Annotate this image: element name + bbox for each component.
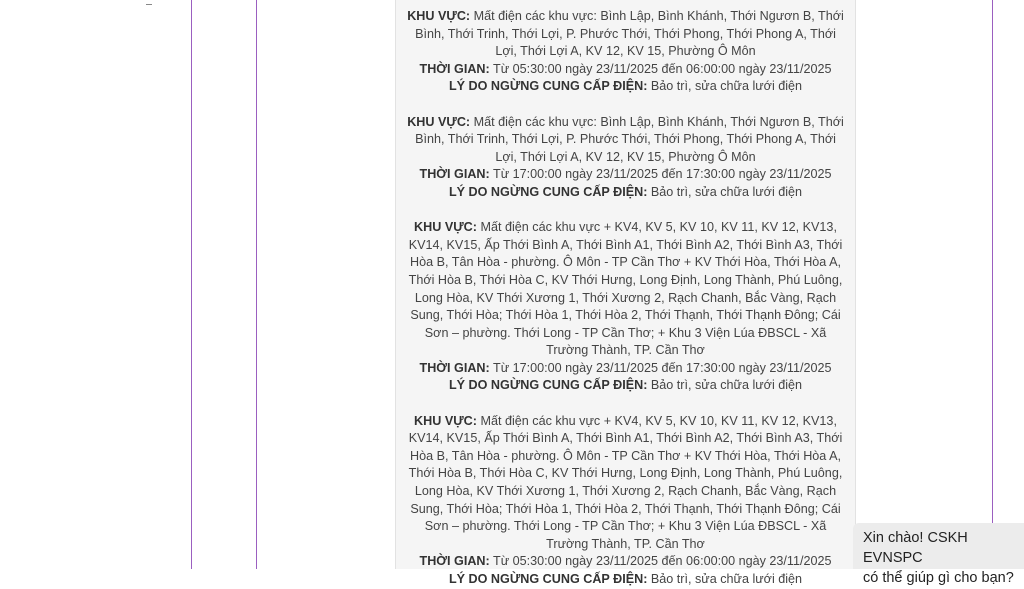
reason-label: LÝ DO NGỪNG CUNG CẤP ĐIỆN: [448,184,648,199]
chat-greeting-line2: có thể giúp gì cho bạn? [863,570,1014,586]
time-text: Từ 05:30:00 ngày 23/11/2025 đến 06:00:00 ngày 23/11/2025 [493,554,832,569]
time-text: Từ 17:00:00 ngày 23/11/2025 đến 17:30:00 ngày 23/11/2025 [493,360,832,375]
notice-reason [406,571,846,589]
notice-area [406,8,846,61]
notice-time [406,553,846,571]
time-label: THỜI GIAN: [419,554,490,569]
chat-greeting-bubble[interactable] [853,523,1024,586]
outage-notice [406,219,846,395]
area-label: KHU VỰC: [414,413,477,428]
time-text: Từ 05:30:00 ngày 23/11/2025 đến 06:00:00 ngày 23/11/2025 [493,61,832,76]
reason-text: Bảo trì, sửa chữa lưới điện [650,572,803,586]
outage-notice-panel [395,0,856,586]
notice-area [406,219,846,360]
notice-reason [406,377,846,395]
notice-area [406,413,846,554]
reason-label: LÝ DO NGỪNG CUNG CẤP ĐIỆN: [448,79,648,94]
notice-time [406,61,846,79]
area-text: Mất điện các khu vực: Bình Lập, Bình Khánh, Thới Ngươn B, Thới Bình, Thới Trinh, Thới Lợi, P. Phước Thới, Thới Phong, Thới Phong A, Thới Lợi, Thới Lợi A, KV 12, KV 15, Phường Ô Môn [415,9,844,59]
area-text: Mất điện các khu vực + KV4, KV 5, KV 10, KV 11, KV 12, KV13, KV14, KV15, Ấp Thới Bình A, Thới Bình A1, Thới Bình A2, Thới Bình A3, Thới Hòa B, Tân Hòa - phường. Ô Môn - TP Cần Thơ + KV Thới Hòa, Thới Hòa A, Thới Hòa B, Thới Hòa C, KV Thới Hưng, Long Định, Long Thành, Phú Luông, Long Hòa, KV Thới Xương 1, Thới Xương 2, Rạch Chanh, Bắc Vàng, Rạch Sung, Thới Hòa; Thới Hòa 1, Thới Hòa 2, Thới Thạnh, Thới Thạnh Đông; Cái Sơn – phường. Thới Long - TP Cần Thơ; + Khu 3 Viện Lúa ĐBSCL - Xã Trường Thành, TP. Cần Thơ [408,220,843,358]
layout-divider-inner [256,0,257,569]
reason-text: Bảo trì, sửa chữa lưới điện [650,184,803,199]
time-label: THỜI GIAN: [419,167,490,182]
notice-time [406,360,846,378]
area-label: KHU VỰC: [407,9,471,23]
reason-label: LÝ DO NGỪNG CUNG CẤP ĐIỆN: [448,572,648,586]
dropdown-corner-mark [146,0,152,5]
notice-reason [406,184,846,202]
outage-notice [406,8,846,96]
area-label: KHU VỰC: [407,114,471,129]
layout-divider-left [191,0,192,569]
reason-text: Bảo trì, sửa chữa lưới điện [650,378,803,393]
time-label: THỜI GIAN: [419,360,490,375]
time-label: THỜI GIAN: [419,61,490,76]
outage-notice [406,114,846,202]
notice-area [406,114,846,167]
reason-text: Bảo trì, sửa chữa lưới điện [650,79,803,94]
outage-notice [406,413,846,589]
area-label: KHU VỰC: [414,220,477,235]
time-text: Từ 17:00:00 ngày 23/11/2025 đến 17:30:00 ngày 23/11/2025 [493,167,832,182]
chat-greeting-line1: Xin chào! CSKH EVNSPC [863,530,968,566]
layout-divider-right [992,0,993,569]
area-text: Mất điện các khu vực + KV4, KV 5, KV 10, KV 11, KV 12, KV13, KV14, KV15, Ấp Thới Bình A, Thới Bình A1, Thới Bình A2, Thới Bình A3, Thới Hòa B, Tân Hòa - phường. Ô Môn - TP Cần Thơ + KV Thới Hòa, Thới Hòa A, Thới Hòa B, Thới Hòa C, KV Thới Hưng, Long Định, Long Thành, Phú Luông, Long Hòa, KV Thới Xương 1, Thới Xương 2, Rạch Chanh, Bắc Vàng, Rạch Sung, Thới Hòa; Thới Hòa 1, Thới Hòa 2, Thới Thạnh, Thới Thạnh Đông; Cái Sơn – phường. Thới Long - TP Cần Thơ; + Khu 3 Viện Lúa ĐBSCL - Xã Trường Thành, TP. Cần Thơ [408,413,843,551]
reason-label: LÝ DO NGỪNG CUNG CẤP ĐIỆN: [448,378,648,393]
notice-reason [406,78,846,96]
area-text: Mất điện các khu vực: Bình Lập, Bình Khánh, Thới Ngươn B, Thới Bình, Thới Trinh, Thới Lợi, P. Phước Thới, Thới Phong, Thới Phong A, Thới Lợi, Thới Lợi A, KV 12, KV 15, Phường Ô Môn [415,114,844,164]
notice-time [406,166,846,184]
